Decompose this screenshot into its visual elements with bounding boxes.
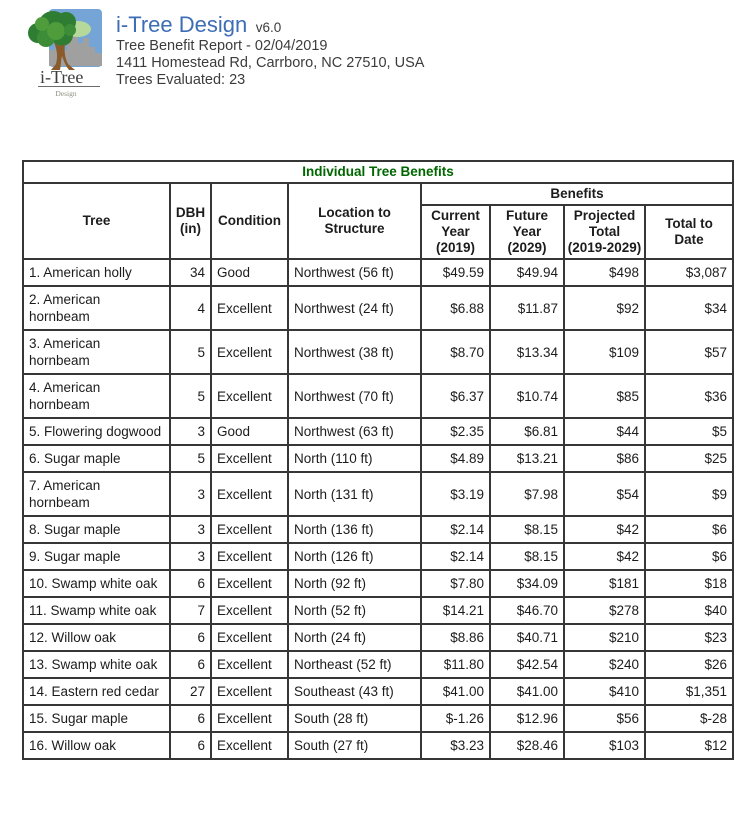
table-cell: Excellent [211, 597, 288, 624]
table-cell: Excellent [211, 651, 288, 678]
col-header-location: Location to Structure [288, 183, 421, 259]
table-cell: 13. Swamp white oak [23, 651, 170, 678]
table-cell: $8.15 [490, 516, 564, 543]
table-cell: Northwest (24 ft) [288, 286, 421, 330]
table-cell: 14. Eastern red cedar [23, 678, 170, 705]
table-cell: Excellent [211, 678, 288, 705]
table-cell: 3 [170, 516, 211, 543]
itree-logo-graphic [26, 8, 104, 100]
table-cell: 6 [170, 651, 211, 678]
table-cell: $181 [564, 570, 645, 597]
table-cell: $12 [645, 732, 733, 759]
table-cell: North (24 ft) [288, 624, 421, 651]
table-cell: $49.59 [421, 259, 490, 286]
col-header-tree: Tree [23, 183, 170, 259]
table-cell: $92 [564, 286, 645, 330]
table-row [23, 516, 733, 543]
table-cell: $41.00 [421, 678, 490, 705]
table-cell: $3.23 [421, 732, 490, 759]
table-cell: $278 [564, 597, 645, 624]
table-cell: $2.14 [421, 543, 490, 570]
table-row [23, 705, 733, 732]
individual-tree-benefits-table [22, 160, 734, 760]
table-cell: $11.87 [490, 286, 564, 330]
table-cell: 3 [170, 418, 211, 445]
trees-evaluated-line: Trees Evaluated: 23 [116, 72, 246, 88]
table-cell: $42.54 [490, 651, 564, 678]
table-cell: $86 [564, 445, 645, 472]
table-cell: $28.46 [490, 732, 564, 759]
table-cell: $2.35 [421, 418, 490, 445]
table-cell: $-28 [645, 705, 733, 732]
col-header-benefits-group: Benefits [421, 183, 733, 205]
table-cell: 5 [170, 330, 211, 374]
table-cell: $57 [645, 330, 733, 374]
logo-wordmark: i-Tree [40, 67, 84, 87]
table-cell: $10.74 [490, 374, 564, 418]
table-cell: $3.19 [421, 472, 490, 516]
table-cell: $210 [564, 624, 645, 651]
table-cell: 12. Willow oak [23, 624, 170, 651]
table-cell: $44 [564, 418, 645, 445]
table-cell: $9 [645, 472, 733, 516]
col-header-future-year: Future Year (2029) [490, 205, 564, 259]
table-cell: $-1.26 [421, 705, 490, 732]
table-cell: $85 [564, 374, 645, 418]
table-cell: 15. Sugar maple [23, 705, 170, 732]
table-cell: 6 [170, 705, 211, 732]
table-row [23, 472, 733, 516]
table-cell: 3 [170, 472, 211, 516]
table-cell: $6.88 [421, 286, 490, 330]
table-cell: $498 [564, 259, 645, 286]
table-cell: $3,087 [645, 259, 733, 286]
report-address-line: 1411 Homestead Rd, Carrboro, NC 27510, USA [116, 55, 425, 71]
table-cell: 5 [170, 445, 211, 472]
table-row [23, 732, 733, 759]
table-title-row [23, 161, 733, 183]
table-cell: $240 [564, 651, 645, 678]
table-cell: Good [211, 259, 288, 286]
table-row [23, 651, 733, 678]
col-header-condition: Condition [211, 183, 288, 259]
table-cell: $40 [645, 597, 733, 624]
col-header-total-to-date: Total to Date [645, 205, 733, 259]
table-cell: $6 [645, 516, 733, 543]
app-title-line [116, 12, 424, 38]
table-cell: 16. Willow oak [23, 732, 170, 759]
table-cell: $34.09 [490, 570, 564, 597]
table-row [23, 374, 733, 418]
table-cell: $12.96 [490, 705, 564, 732]
table-cell: $6 [645, 543, 733, 570]
table-row [23, 570, 733, 597]
table-cell: North (126 ft) [288, 543, 421, 570]
table-cell: 11. Swamp white oak [23, 597, 170, 624]
table-cell: $14.21 [421, 597, 490, 624]
table-cell: 2. American hornbeam [23, 286, 170, 330]
table-cell: Southeast (43 ft) [288, 678, 421, 705]
table-cell: 1. American holly [23, 259, 170, 286]
table-cell: Excellent [211, 732, 288, 759]
table-cell: 7. American hornbeam [23, 472, 170, 516]
logo-sub-wordmark: Design [55, 89, 77, 98]
table-cell: $42 [564, 516, 645, 543]
table-cell: Northwest (63 ft) [288, 418, 421, 445]
table-cell: $8.70 [421, 330, 490, 374]
table-cell: 5 [170, 374, 211, 418]
table-cell: Excellent [211, 516, 288, 543]
table-cell: North (136 ft) [288, 516, 421, 543]
table-cell: $18 [645, 570, 733, 597]
app-title: i-Tree Design [116, 12, 248, 37]
table-cell: 6 [170, 624, 211, 651]
table-cell: $25 [645, 445, 733, 472]
table-cell: $49.94 [490, 259, 564, 286]
table-cell: Good [211, 418, 288, 445]
table-cell: Northeast (52 ft) [288, 651, 421, 678]
table-cell: $410 [564, 678, 645, 705]
table-cell: South (27 ft) [288, 732, 421, 759]
table-cell: $13.21 [490, 445, 564, 472]
app-version: v6.0 [255, 20, 282, 35]
table-cell: Northwest (70 ft) [288, 374, 421, 418]
table-row [23, 543, 733, 570]
table-cell: Excellent [211, 624, 288, 651]
table-cell: $5 [645, 418, 733, 445]
table-cell: 27 [170, 678, 211, 705]
table-cell: $109 [564, 330, 645, 374]
table-row [23, 597, 733, 624]
table-cell: 6 [170, 732, 211, 759]
table-cell: 3. American hornbeam [23, 330, 170, 374]
table-cell: $103 [564, 732, 645, 759]
table-row [23, 624, 733, 651]
table-cell: Excellent [211, 543, 288, 570]
report-header [26, 8, 424, 100]
col-header-dbh: DBH (in) [170, 183, 211, 259]
table-cell: North (52 ft) [288, 597, 421, 624]
table-cell: $41.00 [490, 678, 564, 705]
table-row [23, 330, 733, 374]
table-title: Individual Tree Benefits [23, 161, 733, 183]
table-cell: $36 [645, 374, 733, 418]
table-cell: 8. Sugar maple [23, 516, 170, 543]
table-cell: $56 [564, 705, 645, 732]
table-row [23, 259, 733, 286]
table-cell: $34 [645, 286, 733, 330]
table-cell: 6 [170, 570, 211, 597]
table-cell: Excellent [211, 286, 288, 330]
table-row [23, 445, 733, 472]
table-cell: $1,351 [645, 678, 733, 705]
table-cell: $13.34 [490, 330, 564, 374]
table-cell: South (28 ft) [288, 705, 421, 732]
table-cell: 9. Sugar maple [23, 543, 170, 570]
table-cell: Excellent [211, 472, 288, 516]
table-cell: $4.89 [421, 445, 490, 472]
table-cell: Excellent [211, 570, 288, 597]
table-cell: Northwest (38 ft) [288, 330, 421, 374]
table-cell: $23 [645, 624, 733, 651]
table-cell: $8.15 [490, 543, 564, 570]
table-cell: $26 [645, 651, 733, 678]
table-cell: 7 [170, 597, 211, 624]
table-cell: $11.80 [421, 651, 490, 678]
table-cell: 34 [170, 259, 211, 286]
col-header-projected-total: Projected Total (2019-2029) [564, 205, 645, 259]
table-row [23, 678, 733, 705]
table-header-row-1 [23, 183, 733, 205]
table-row [23, 286, 733, 330]
table-cell: $54 [564, 472, 645, 516]
table-cell: Excellent [211, 374, 288, 418]
table-cell: Northwest (56 ft) [288, 259, 421, 286]
table-cell: Excellent [211, 445, 288, 472]
table-cell: $2.14 [421, 516, 490, 543]
table-cell: North (131 ft) [288, 472, 421, 516]
col-header-current-year: Current Year (2019) [421, 205, 490, 259]
table-cell: 4. American hornbeam [23, 374, 170, 418]
table-cell: $40.71 [490, 624, 564, 651]
table-row [23, 418, 733, 445]
table-body [23, 259, 733, 759]
report-title-line: Tree Benefit Report - 02/04/2019 [116, 38, 328, 54]
table-cell: $7.80 [421, 570, 490, 597]
table-cell: 6. Sugar maple [23, 445, 170, 472]
itree-logo [26, 8, 104, 100]
table-cell: North (110 ft) [288, 445, 421, 472]
table-cell: 4 [170, 286, 211, 330]
table-cell: Excellent [211, 705, 288, 732]
table-cell: $6.81 [490, 418, 564, 445]
report-header-text [116, 8, 424, 89]
table-cell: $46.70 [490, 597, 564, 624]
table-cell: 5. Flowering dogwood [23, 418, 170, 445]
table-cell: 10. Swamp white oak [23, 570, 170, 597]
table-cell: $8.86 [421, 624, 490, 651]
table-cell: 3 [170, 543, 211, 570]
table-cell: $7.98 [490, 472, 564, 516]
table-cell: $42 [564, 543, 645, 570]
table-cell: Excellent [211, 330, 288, 374]
table-cell: $6.37 [421, 374, 490, 418]
table-cell: North (92 ft) [288, 570, 421, 597]
